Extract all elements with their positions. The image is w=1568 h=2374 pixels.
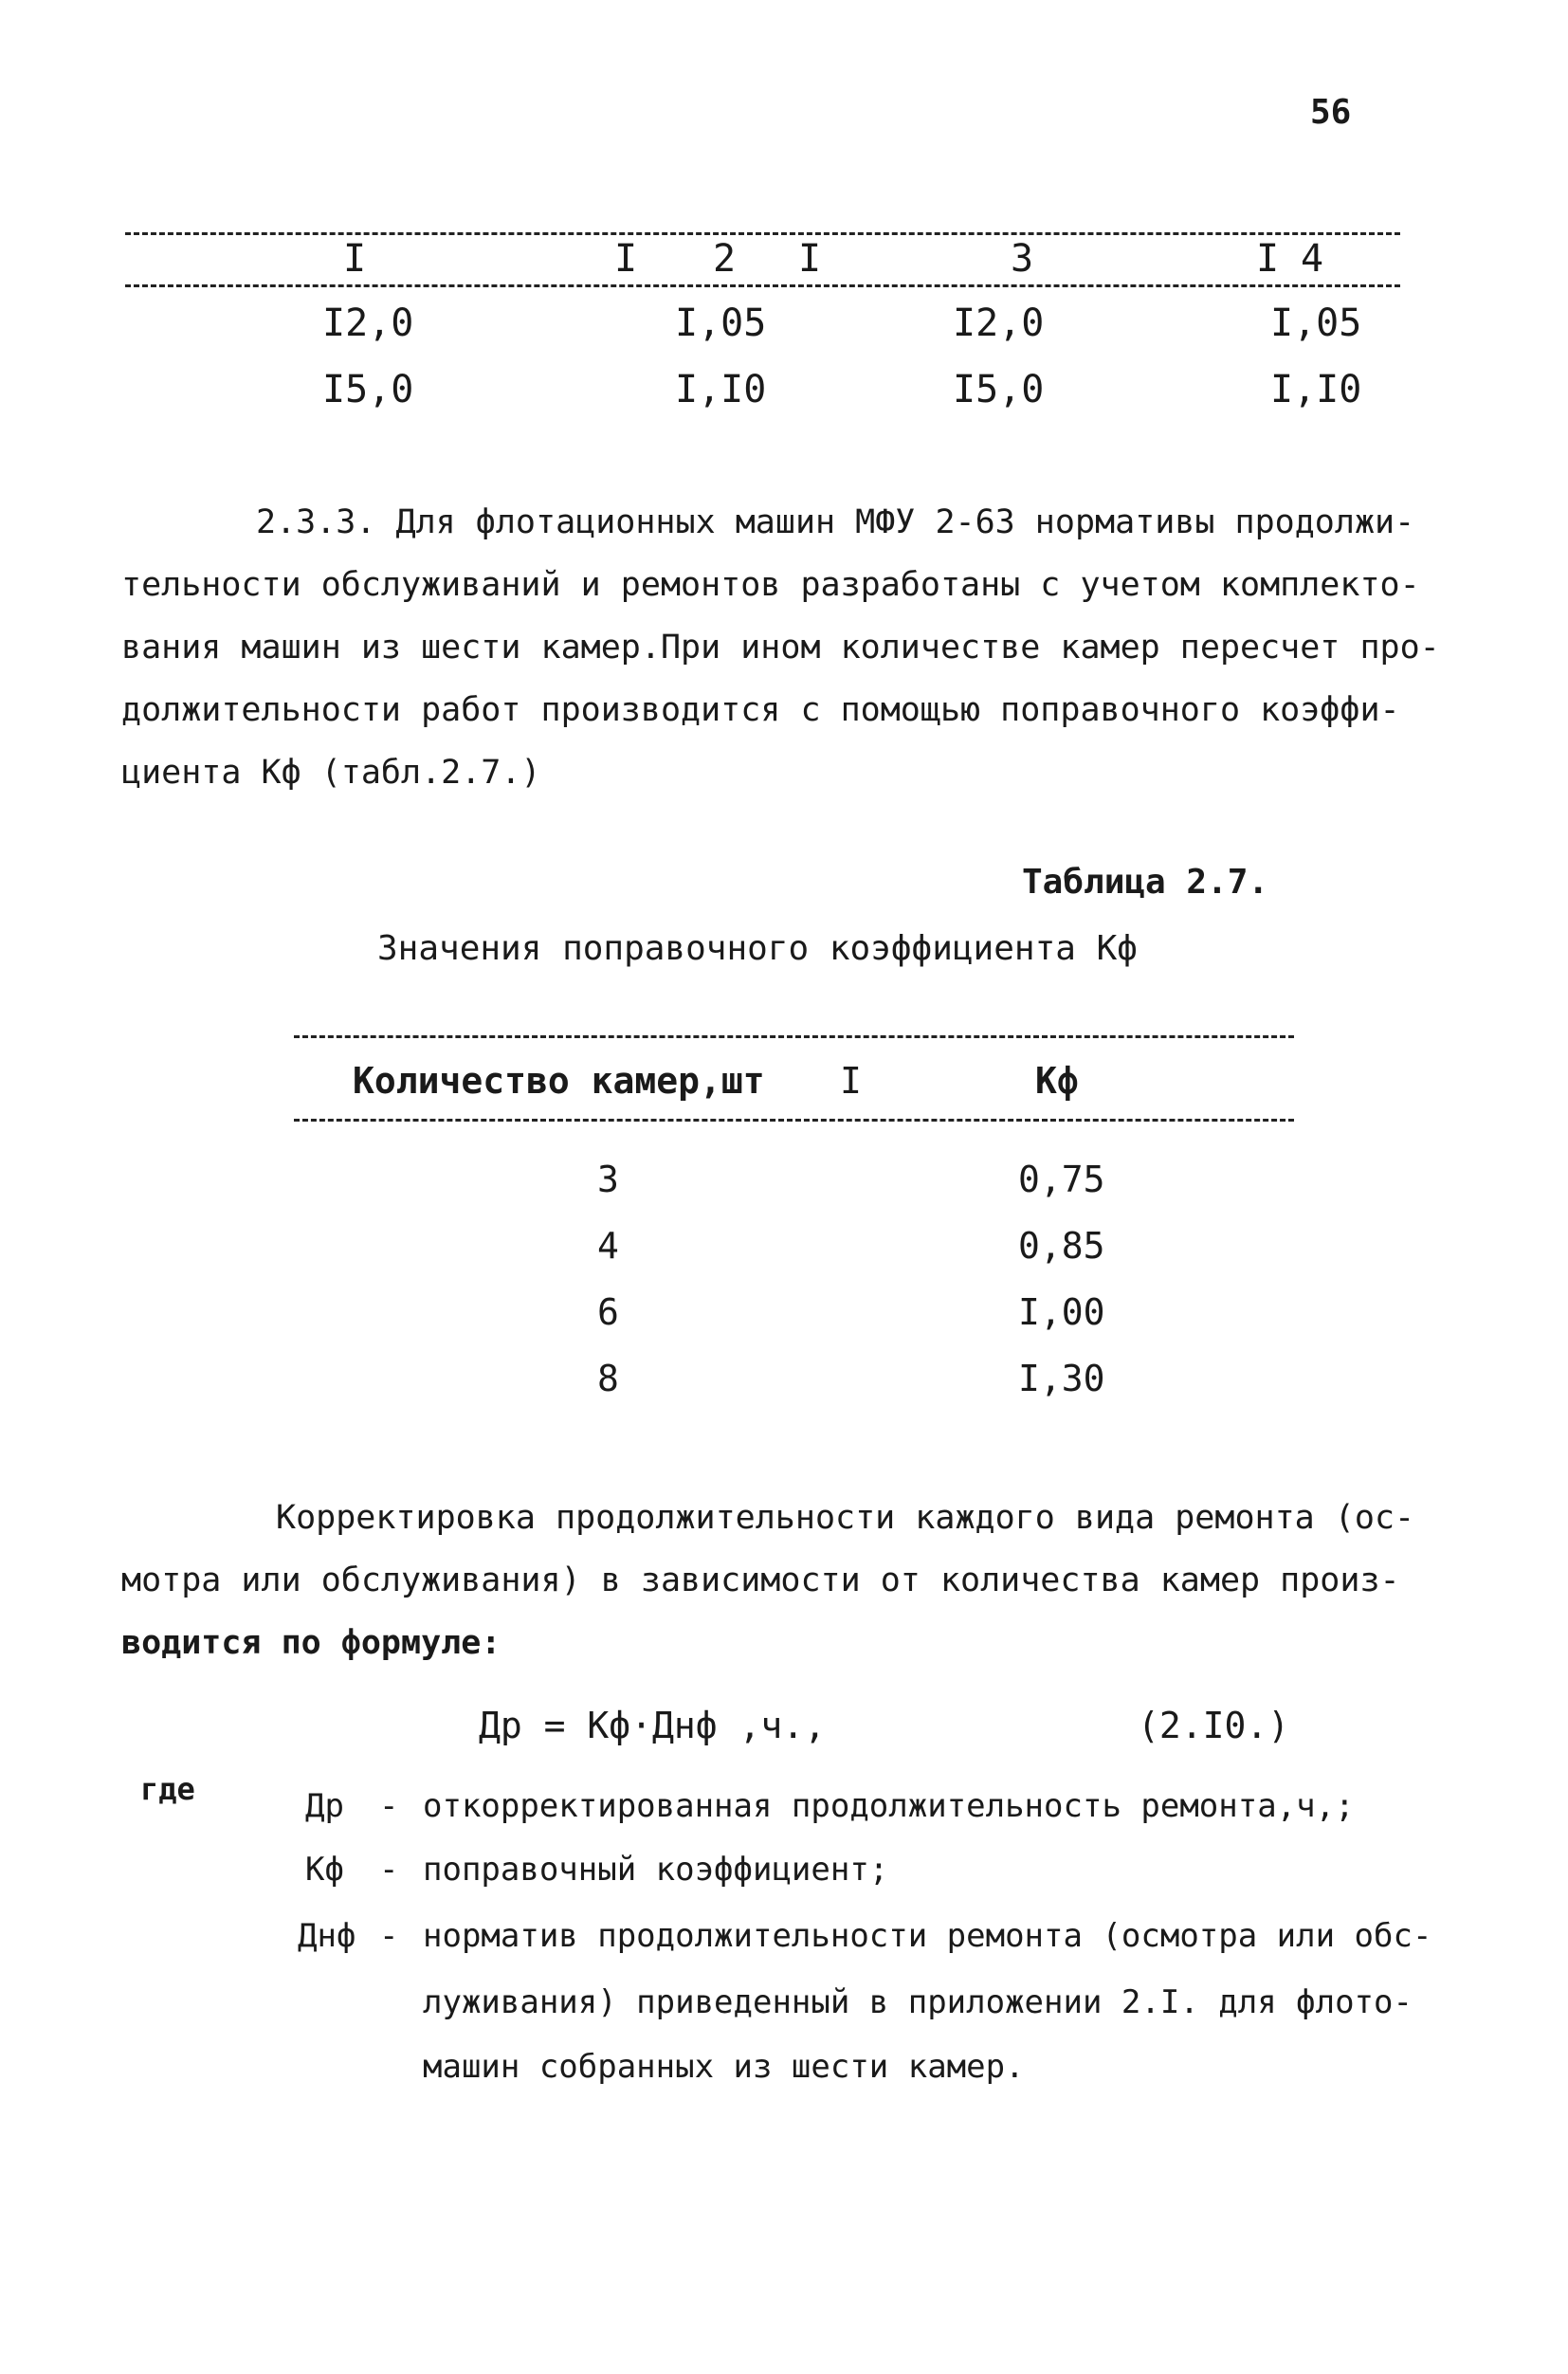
table-cell-quantity: 4	[597, 1225, 619, 1267]
table-cell-kf: 0,85	[1018, 1225, 1105, 1267]
definition-dash: -	[379, 1917, 399, 1955]
table-cell: I,05	[1270, 301, 1362, 345]
top-table-header-2: 2	[713, 237, 737, 281]
table-cell-kf: I,30	[1018, 1358, 1105, 1399]
definition-term: Днф	[298, 1917, 356, 1955]
definition-dash: -	[379, 1787, 399, 1825]
table-cell-quantity: 6	[597, 1291, 619, 1333]
paragraph-line: мотра или обслуживания) в зависимости от количества камер произ-	[121, 1561, 1400, 1599]
top-table-header-1: I	[343, 237, 367, 281]
where-label: где	[140, 1771, 195, 1807]
definition-text: откорректированная продолжительность ремонта,ч,;	[423, 1787, 1355, 1825]
table-cell: I2,0	[322, 301, 414, 345]
page-number: 56	[1310, 93, 1352, 132]
definition-continuation: луживания) приведенный в приложении 2.I. для флото-	[423, 1983, 1413, 2021]
top-table-rule-top	[125, 232, 1400, 235]
table-rule-header	[294, 1119, 1294, 1122]
table-cell: I5,0	[953, 368, 1045, 411]
table-title: Значения поправочного коэффициента Кф	[377, 929, 1138, 968]
table-cell: I2,0	[953, 301, 1045, 345]
table-label: Таблица 2.7.	[1022, 863, 1269, 902]
paragraph-line: Корректировка продолжительности каждого вида ремонта (ос-	[276, 1499, 1415, 1537]
table-cell: I5,0	[322, 368, 414, 411]
paragraph-line: водится по формуле:	[121, 1624, 501, 1662]
table-cell-kf: I,00	[1018, 1291, 1105, 1333]
top-table-header-4: 4	[1301, 237, 1324, 281]
table-cell: I,I0	[1270, 368, 1362, 411]
paragraph-line: вания машин из шести камер.При ином количестве камер пересчет про-	[121, 629, 1440, 667]
paragraph-2-3-3	[121, 491, 1440, 804]
top-table-separator: I	[1256, 237, 1280, 281]
paragraph-correction	[121, 1487, 1414, 1674]
definition-term: Кф	[305, 1851, 344, 1889]
column-separator: I	[840, 1060, 862, 1102]
definition-text: поправочный коэффициент;	[423, 1851, 889, 1889]
paragraph-line: тельности обслуживаний и ремонтов разработаны с учетом комплекто-	[121, 566, 1420, 604]
table-cell: I,05	[675, 301, 767, 345]
top-table-header-3: 3	[1011, 237, 1034, 281]
formula-number: (2.I0.)	[1138, 1705, 1290, 1746]
top-table-separator: I	[614, 237, 638, 281]
column-header-kf: Кф	[1035, 1060, 1079, 1102]
paragraph-line: 2.3.3. Для флотационных машин МФУ 2-63 нормативы продолжи-	[256, 503, 1415, 541]
definition-term: Др	[305, 1787, 344, 1825]
definition-continuation: машин собранных из шести камер.	[423, 2048, 1025, 2086]
formula: Др = Кф·Днф ,ч.,	[479, 1705, 827, 1746]
table-cell-quantity: 8	[597, 1358, 619, 1399]
table-cell-kf: 0,75	[1018, 1159, 1105, 1200]
table-cell: I,I0	[675, 368, 767, 411]
paragraph-line: должительности работ производится с помощью поправочного коэффи-	[121, 691, 1400, 729]
table-cell-quantity: 3	[597, 1159, 619, 1200]
top-table-rule-bottom	[125, 284, 1400, 287]
top-table-separator: I	[798, 237, 822, 281]
paragraph-line: циента Кф (табл.2.7.)	[121, 754, 541, 792]
definition-text: норматив продолжительности ремонта (осмотра или обс-	[423, 1917, 1432, 1955]
table-rule-top	[294, 1035, 1294, 1038]
column-header-quantity: Количество камер,шт	[353, 1060, 765, 1102]
definition-dash: -	[379, 1851, 399, 1889]
